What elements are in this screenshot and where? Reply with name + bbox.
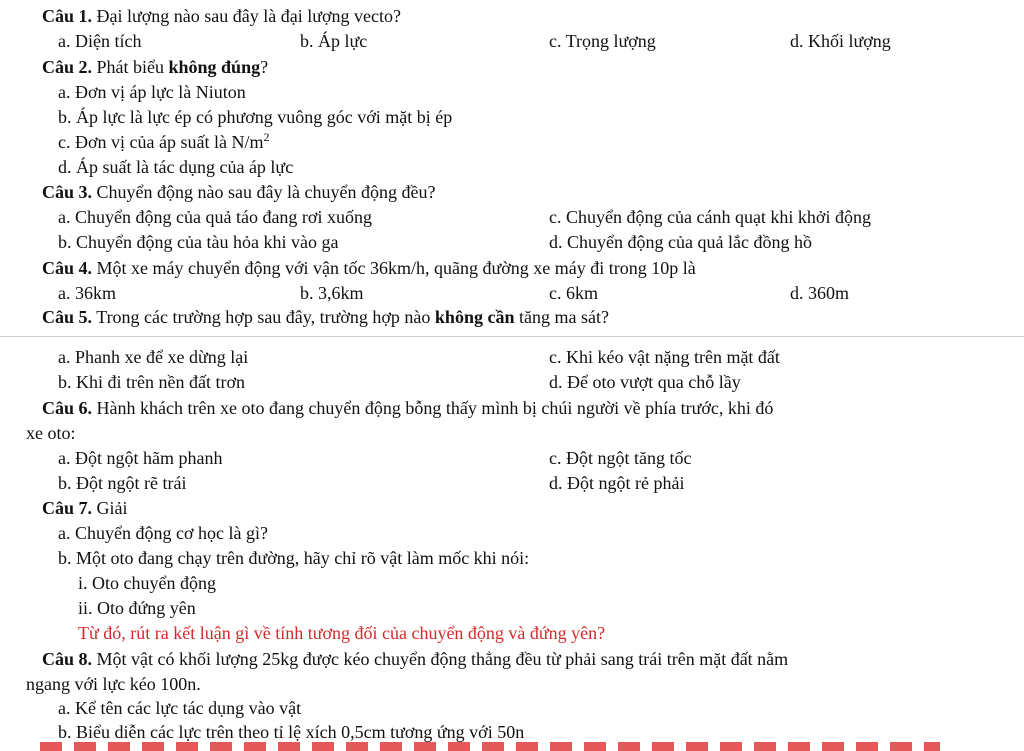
q3-option-c: c. Chuyển động của cánh quạt khi khởi động [549,207,871,227]
q4-option-a: a. 36km [58,283,116,303]
q1-label: Câu 1. [42,6,93,26]
q8-part-b: b. Biểu diễn các lực trên theo tỉ lệ xích 0,5cm tương ứng với 50n [58,722,525,742]
q5-text-pre: Trong các trường hợp sau đây, trường hợp nào [96,307,435,327]
q6-option-b: b. Đột ngột rẽ trái [58,473,187,493]
q2-option-c-text: c. Đơn vị của áp suất là N/m [58,132,264,152]
q1-option-c: c. Trọng lượng [549,31,656,51]
q2-label: Câu 2. [42,57,93,77]
cut-off-next-line [40,742,940,751]
page-divider [0,336,1024,337]
q7-part-b-i: i. Oto chuyển động [78,573,216,593]
q2-text-post: ? [260,57,269,77]
q1-option-d: d. Khối lượng [790,31,891,51]
q3-option-d: d. Chuyển động của quả lắc đồng hồ [549,232,812,252]
q7-stem [42,497,128,519]
q2-option-a: a. Đơn vị áp lực là Niuton [58,82,246,102]
q2-text-bold: không đúng [168,57,261,77]
q5-text-post: tăng ma sát? [514,307,609,327]
q2-option-c-sup: 2 [263,130,270,144]
q5-label: Câu 5. [42,307,93,327]
q5-option-d: d. Để oto vượt qua chỗ lầy [549,372,741,392]
q2-text-pre: Phát biểu [96,57,169,77]
q8-stem [42,648,788,670]
q2-option-c [58,131,269,153]
q4-label: Câu 4. [42,258,93,278]
q8-stem-cont: ngang với lực kéo 100n. [26,674,201,694]
q4-option-c: c. 6km [549,283,598,303]
q6-stem [42,397,773,419]
q5-option-b: b. Khi đi trên nền đất trơn [58,372,245,392]
q1-option-a: a. Diện tích [58,31,142,51]
q2-stem [42,56,268,78]
q3-label: Câu 3. [42,182,93,202]
q7-label: Câu 7. [42,498,93,518]
q2-option-d: d. Áp suất là tác dụng của áp lực [58,157,294,177]
q5-option-c: c. Khi kéo vật nặng trên mặt đất [549,347,780,367]
q6-option-d: d. Đột ngột rẻ phải [549,473,685,493]
q3-option-a: a. Chuyển động của quả táo đang rơi xuống [58,207,372,227]
q3-stem [42,181,435,203]
q7-text: Giải [96,498,128,518]
q7-red-question: Từ đó, rút ra kết luận gì về tính tương đối của chuyển động và đứng yên? [78,623,606,643]
q6-option-c: c. Đột ngột tăng tốc [549,448,692,468]
q5-stem [42,306,609,328]
q4-text: Một xe máy chuyển động với vận tốc 36km/h, quãng đường xe máy đi trong 10p là [96,258,696,278]
q1-stem [42,5,401,27]
q1-text: Đại lượng nào sau đây là đại lượng vecto? [96,6,401,26]
q8-text: Một vật có khối lượng 25kg được kéo chuyển động thẳng đều từ phải sang trái trên mặt đất nằm [96,649,789,669]
q7-part-b-ii: ii. Oto đứng yên [78,598,196,618]
q3-text: Chuyển động nào sau đây là chuyển động đều? [96,182,436,202]
q4-option-d: d. 360m [790,283,850,303]
q2-option-b: b. Áp lực là lực ép có phương vuông góc với mặt bị ép [58,107,453,127]
q5-option-a: a. Phanh xe để xe dừng lại [58,347,249,367]
q6-text: Hành khách trên xe oto đang chuyển động bỗng thấy mình bị chúi người về phía trước, khi đó [96,398,774,418]
q5-text-bold: không cần [434,307,515,327]
q1-option-b: b. Áp lực [300,31,368,51]
q3-option-b: b. Chuyển động của tàu hỏa khi vào ga [58,232,339,252]
q4-option-b: b. 3,6km [300,283,364,303]
q4-stem [42,257,696,279]
q8-part-a: a. Kể tên các lực tác dụng vào vật [58,698,302,718]
q6-option-a: a. Đột ngột hãm phanh [58,448,223,468]
q6-stem-cont: xe oto: [26,423,76,443]
q7-part-b: b. Một oto đang chạy trên đường, hãy chỉ rõ vật làm mốc khi nói: [58,548,530,568]
q7-part-a: a. Chuyển động cơ học là gì? [58,523,268,543]
q8-label: Câu 8. [42,649,93,669]
q6-label: Câu 6. [42,398,93,418]
